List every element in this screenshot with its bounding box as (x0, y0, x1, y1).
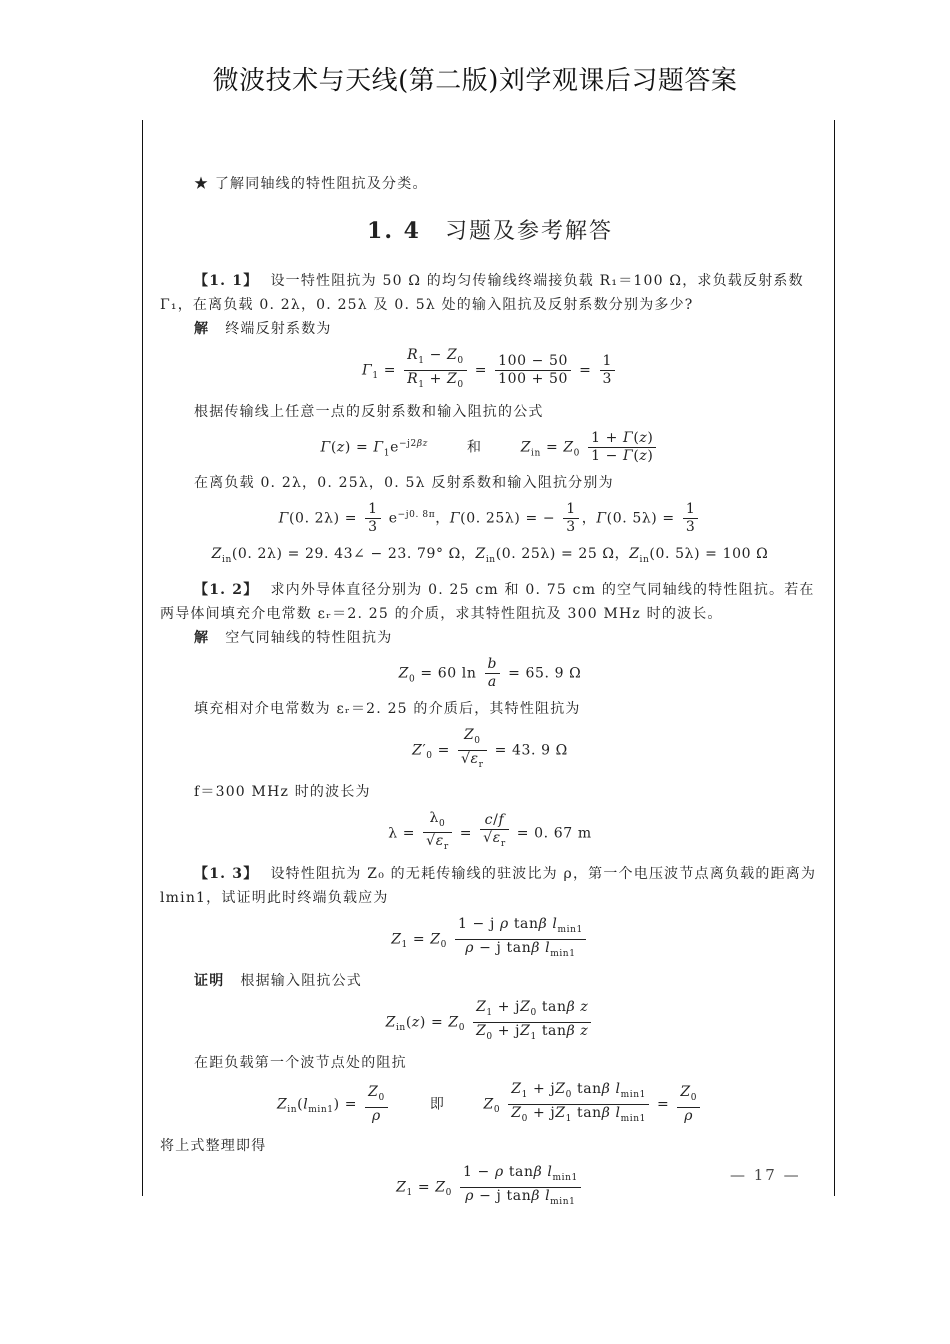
problem-label: 【1. 1】 (194, 273, 259, 289)
equation-reflection-coefficient: $\Gamma_1$ = $\frac{R_1 - Z_0}{R_1 + Z_0}$ = $\frac{100 - 50}{100 + 50}$ = $\frac{1}{3}$ (160, 347, 820, 394)
equation-wavelength: λ = $\frac{\lambda_0}{√\varepsilon_r}$ = $\frac{c/f}{√\varepsilon_r}$ = 0. 67 m (388, 809, 592, 853)
section-number: 1. 4 (367, 218, 421, 244)
problem-1-1 (160, 269, 820, 317)
equation-reflection-values: Γ(0. 2λ) = $\frac{1}{3}$ $e^{-j0. 8\pi}$，Γ(0. 25λ) = − $\frac{1}{3}$ ，Γ(0. 5λ) = $\frac{1}{3}$ (160, 501, 820, 536)
equation-input-impedance: $Z_{in}(z) = Z_0$ $\frac{Z_1 + jZ_0 \tan\beta z}{Z_0 + jZ_1 \tan\beta z}$ (160, 999, 820, 1046)
solution-label: 解 (194, 629, 210, 646)
text-line: 在离负载 0. 2λ，0. 25λ，0. 5λ 反射系数和输入阻抗分别为 (194, 474, 614, 491)
problem-text: 求内外导体直径分别为 0. 25 cm 和 0. 75 cm 的空气同轴线的特性阻抗。若在两导体间填充介电常数 εᵣ＝2. 25 的介质，求其特性阻抗及 300 MHz 时的波长。 (160, 581, 815, 622)
problem-label: 【1. 2】 (194, 581, 259, 598)
equation-air-coax: $Z_0 = 60$ ln $\frac{b}{a}$ = 65. 9 Ω (398, 655, 582, 690)
solution-label: 解 (194, 321, 210, 337)
text-line: 将上式整理即得 (160, 1137, 267, 1154)
equation-load-impedance: $Z_1 = Z_0$ $\frac{1 - j \rho \tan\beta l_{min1}}{\rho - j \tan\beta l_{min1}}$ (160, 916, 820, 963)
problem-text: 设特性阻抗为 Z₀ 的无耗传输线的驻波比为 ρ，第一个电压波节点离负载的距离为 lmin1，试证明此时终端负载应为 (160, 866, 817, 907)
proof-label: 证明 (194, 972, 225, 989)
equation-dielectric-coax: $Z'_0$ = $\frac{Z_0}{√\varepsilon_r}$ = 43. 9 Ω (412, 726, 568, 770)
equation-impedance-values: $Z_{in}(0$. 2λ) = 29. 43∠ − 23. 79° Ω，$Z_{in}(0$. 25λ) = 25 Ω，$Z_{in}(0$. 5λ) = 100 Ω (211, 545, 769, 565)
problem-text: 设一特性阻抗为 50 Ω 的均匀传输线终端接负载 R₁＝100 Ω，求负载反射系数 Γ₁，在离负载 0. 2λ，0. 25λ 及 0. 5λ 处的输入阻抗及反射系数分别为多少? (160, 273, 804, 313)
problem-1-3 (160, 862, 820, 910)
page-content (160, 172, 820, 1217)
solution-intro: 解 空气同轴线的特性阻抗为 (194, 629, 393, 646)
objective-line: ★ 了解同轴线的特性阻抗及分类。 (194, 176, 428, 192)
page-number: — 17 — (730, 1166, 801, 1184)
problem-1-2 (160, 578, 820, 626)
solution-intro: 解 终端反射系数为 (194, 321, 332, 337)
text-line: 填充相对介电常数为 εᵣ＝2. 25 的介质后，其特性阻抗为 (194, 700, 581, 717)
equation-general-formula: $\Gamma(z) = \Gamma_1e^{-j2\beta z}$ 和 $Z_{in} = Z_0$ $\frac{1 + \Gamma(z)}{1 - \Gamma(z)}$ (160, 430, 820, 465)
equation-node-impedance: $Z_{in}(l_{min1})$ = $\frac{Z_0}{\rho}$ 即 $Z_0$ $\frac{Z_1 + jZ_0 \tan\beta l_{min1}}{Z_0 + jZ_1 \tan\beta l_{min1}}$ = $\frac{Z_0}{\rho}$ (160, 1081, 820, 1128)
problem-label: 【1. 3】 (194, 866, 259, 883)
proof-intro: 证明 根据输入阻抗公式 (194, 972, 363, 989)
text-line: 在距负载第一个波节点处的阻抗 (194, 1055, 407, 1072)
section-heading (160, 216, 820, 247)
text-line: f＝300 MHz 时的波长为 (194, 783, 371, 800)
section-title: 习题及参考解答 (444, 219, 613, 244)
text-line: 根据传输线上任意一点的反射系数和输入阻抗的公式 (194, 403, 544, 420)
equation-load-result: $Z_1 = Z_0$ $\frac{1 - \rho \tan\beta l_{min1}}{\rho - j \tan\beta l_{min1}}$ (160, 1164, 820, 1211)
document-title: 微波技术与天线(第二版)刘学观课后习题答案 (212, 66, 738, 96)
